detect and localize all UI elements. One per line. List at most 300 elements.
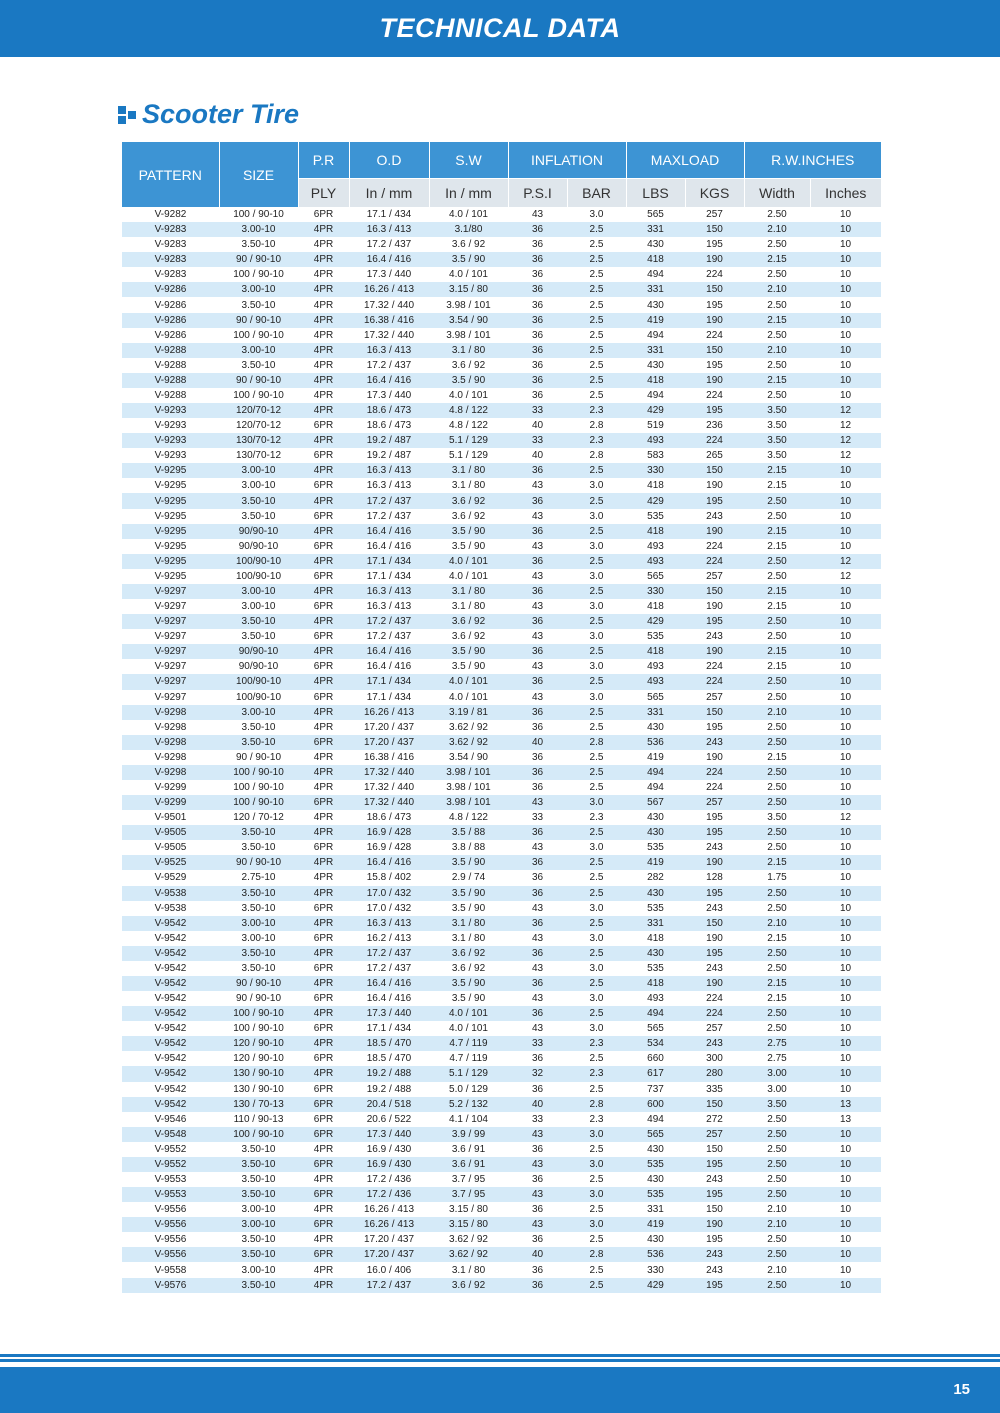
cell-sw: 3.5 / 90 [429, 252, 508, 267]
cell-pattern: V-9556 [122, 1247, 219, 1262]
cell-rim-inches: 10 [810, 916, 881, 931]
cell-bar: 2.5 [567, 524, 626, 539]
cell-sw: 3.6 / 92 [429, 961, 508, 976]
cell-kgs: 190 [685, 855, 744, 870]
cell-kgs: 243 [685, 1172, 744, 1187]
cell-ply: 4PR [298, 750, 349, 765]
table-row [122, 735, 881, 750]
header-pr: P.R [298, 142, 349, 179]
subheader-ply: PLY [298, 179, 349, 208]
cell-size: 130 / 90-10 [219, 1082, 298, 1097]
cell-rim-inches: 10 [810, 795, 881, 810]
cell-bar: 2.5 [567, 252, 626, 267]
cell-ply: 4PR [298, 237, 349, 252]
cell-psi: 33 [508, 810, 567, 825]
cell-pattern: V-9297 [122, 599, 219, 614]
cell-size: 130/70-12 [219, 433, 298, 448]
cell-rim-inches: 10 [810, 705, 881, 720]
cell-od: 17.1 / 434 [349, 674, 429, 689]
cell-bar: 2.5 [567, 282, 626, 297]
cell-pattern: V-9286 [122, 297, 219, 312]
cell-psi: 43 [508, 840, 567, 855]
cell-rim-width: 2.50 [744, 207, 810, 222]
cell-kgs: 150 [685, 584, 744, 599]
cell-sw: 3.1/80 [429, 222, 508, 237]
cell-psi: 33 [508, 433, 567, 448]
cell-psi: 43 [508, 1217, 567, 1232]
table-row [122, 433, 881, 448]
cell-pattern: V-9542 [122, 1066, 219, 1081]
cell-size: 3.50-10 [219, 946, 298, 961]
cell-rim-inches: 10 [810, 328, 881, 343]
cell-sw: 3.5 / 90 [429, 659, 508, 674]
table-row [122, 448, 881, 463]
cell-sw: 3.6 / 92 [429, 614, 508, 629]
cell-bar: 2.5 [567, 1202, 626, 1217]
cell-rim-width: 2.15 [744, 659, 810, 674]
cell-psi: 36 [508, 1082, 567, 1097]
cell-kgs: 190 [685, 750, 744, 765]
table-row [122, 313, 881, 328]
cell-pattern: V-9576 [122, 1278, 219, 1293]
cell-size: 3.50-10 [219, 614, 298, 629]
cell-size: 3.50-10 [219, 840, 298, 855]
cell-od: 19.2 / 487 [349, 433, 429, 448]
cell-rim-inches: 10 [810, 1036, 881, 1051]
cell-sw: 3.5 / 90 [429, 855, 508, 870]
cell-kgs: 243 [685, 901, 744, 916]
cell-rim-inches: 10 [810, 1172, 881, 1187]
cell-psi: 36 [508, 976, 567, 991]
cell-od: 17.32 / 440 [349, 765, 429, 780]
cell-bar: 3.0 [567, 901, 626, 916]
cell-size: 90 / 90-10 [219, 976, 298, 991]
cell-kgs: 224 [685, 991, 744, 1006]
cell-sw: 4.7 / 119 [429, 1051, 508, 1066]
table-row [122, 976, 881, 991]
header-maxload: MAXLOAD [626, 142, 744, 179]
table-row [122, 659, 881, 674]
cell-psi: 36 [508, 825, 567, 840]
cell-od: 16.0 / 406 [349, 1262, 429, 1277]
cell-rim-inches: 10 [810, 313, 881, 328]
cell-size: 3.00-10 [219, 584, 298, 599]
cell-lbs: 418 [626, 373, 685, 388]
cell-rim-width: 2.50 [744, 1157, 810, 1172]
cell-psi: 36 [508, 328, 567, 343]
cell-od: 17.2 / 437 [349, 358, 429, 373]
cell-lbs: 430 [626, 237, 685, 252]
cell-od: 17.2 / 437 [349, 1278, 429, 1293]
table-row [122, 840, 881, 855]
cell-psi: 36 [508, 780, 567, 795]
cell-sw: 4.0 / 101 [429, 674, 508, 689]
cell-lbs: 430 [626, 1232, 685, 1247]
cell-rim-width: 3.00 [744, 1066, 810, 1081]
cell-sw: 3.5 / 90 [429, 373, 508, 388]
cell-lbs: 535 [626, 509, 685, 524]
cell-rim-width: 2.50 [744, 267, 810, 282]
header-bar [0, 0, 1000, 57]
cell-rim-inches: 12 [810, 403, 881, 418]
cell-sw: 3.5 / 88 [429, 825, 508, 840]
table-row [122, 478, 881, 493]
cell-ply: 6PR [298, 1127, 349, 1142]
cell-lbs: 419 [626, 855, 685, 870]
cell-ply: 4PR [298, 705, 349, 720]
cell-bar: 2.5 [567, 237, 626, 252]
cell-rim-width: 2.50 [744, 1142, 810, 1157]
header-rw-inches: R.W.INCHES [744, 142, 881, 179]
cell-kgs: 190 [685, 478, 744, 493]
cell-od: 16.4 / 416 [349, 855, 429, 870]
cell-bar: 3.0 [567, 207, 626, 222]
cell-rim-inches: 10 [810, 584, 881, 599]
cell-sw: 3.54 / 90 [429, 313, 508, 328]
cell-psi: 36 [508, 343, 567, 358]
cell-ply: 4PR [298, 765, 349, 780]
cell-rim-width: 2.50 [744, 388, 810, 403]
cell-rim-width: 2.50 [744, 1187, 810, 1202]
cell-ply: 4PR [298, 644, 349, 659]
cell-sw: 3.6 / 92 [429, 1278, 508, 1293]
cell-sw: 3.6 / 91 [429, 1142, 508, 1157]
cell-bar: 2.5 [567, 825, 626, 840]
cell-kgs: 195 [685, 886, 744, 901]
cell-kgs: 300 [685, 1051, 744, 1066]
cell-bar: 3.0 [567, 1127, 626, 1142]
cell-rim-width: 2.10 [744, 1202, 810, 1217]
cell-bar: 2.5 [567, 644, 626, 659]
cell-kgs: 236 [685, 418, 744, 433]
cell-ply: 6PR [298, 1217, 349, 1232]
cell-lbs: 536 [626, 735, 685, 750]
cell-size: 3.50-10 [219, 237, 298, 252]
cell-size: 3.00-10 [219, 1217, 298, 1232]
cell-bar: 2.5 [567, 916, 626, 931]
cell-sw: 3.8 / 88 [429, 840, 508, 855]
table-row [122, 1232, 881, 1247]
cell-pattern: V-9556 [122, 1202, 219, 1217]
cell-rim-inches: 10 [810, 388, 881, 403]
cell-kgs: 243 [685, 1247, 744, 1262]
cell-ply: 6PR [298, 448, 349, 463]
cell-ply: 6PR [298, 207, 349, 222]
cell-pattern: V-9556 [122, 1232, 219, 1247]
cell-psi: 36 [508, 222, 567, 237]
cell-kgs: 195 [685, 358, 744, 373]
cell-od: 16.2 / 413 [349, 931, 429, 946]
cell-od: 17.20 / 437 [349, 720, 429, 735]
cell-kgs: 243 [685, 735, 744, 750]
cell-kgs: 280 [685, 1066, 744, 1081]
cell-od: 16.26 / 413 [349, 282, 429, 297]
cell-ply: 4PR [298, 584, 349, 599]
cell-rim-inches: 10 [810, 509, 881, 524]
cell-rim-inches: 12 [810, 569, 881, 584]
cell-size: 90 / 90-10 [219, 991, 298, 1006]
cell-kgs: 190 [685, 373, 744, 388]
cell-psi: 36 [508, 614, 567, 629]
cell-psi: 36 [508, 313, 567, 328]
cell-kgs: 335 [685, 1082, 744, 1097]
cell-lbs: 494 [626, 267, 685, 282]
cell-rim-width: 2.10 [744, 343, 810, 358]
cell-sw: 4.0 / 101 [429, 554, 508, 569]
cell-kgs: 257 [685, 207, 744, 222]
table-row [122, 1066, 881, 1081]
cell-rim-inches: 10 [810, 780, 881, 795]
cell-psi: 33 [508, 1112, 567, 1127]
cell-rim-inches: 10 [810, 1082, 881, 1097]
cell-rim-inches: 10 [810, 358, 881, 373]
cell-psi: 36 [508, 870, 567, 885]
cell-kgs: 195 [685, 946, 744, 961]
cell-kgs: 243 [685, 1036, 744, 1051]
cell-bar: 2.8 [567, 1097, 626, 1112]
cell-kgs: 257 [685, 1021, 744, 1036]
cell-kgs: 195 [685, 1232, 744, 1247]
table-row [122, 1202, 881, 1217]
cell-psi: 43 [508, 991, 567, 1006]
cell-bar: 2.5 [567, 750, 626, 765]
table-row [122, 584, 881, 599]
cell-pattern: V-9295 [122, 493, 219, 508]
cell-rim-width: 2.50 [744, 554, 810, 569]
cell-pattern: V-9283 [122, 252, 219, 267]
cell-rim-inches: 10 [810, 855, 881, 870]
table-row [122, 328, 881, 343]
table-row [122, 720, 881, 735]
cell-od: 16.3 / 413 [349, 916, 429, 931]
cell-sw: 3.98 / 101 [429, 780, 508, 795]
cell-kgs: 224 [685, 780, 744, 795]
cell-pattern: V-9538 [122, 901, 219, 916]
cell-od: 17.2 / 436 [349, 1172, 429, 1187]
cell-psi: 40 [508, 1097, 567, 1112]
cell-rim-inches: 10 [810, 870, 881, 885]
cell-od: 17.0 / 432 [349, 886, 429, 901]
cell-rim-inches: 10 [810, 1157, 881, 1172]
cell-psi: 36 [508, 720, 567, 735]
square-bullet-icon [118, 106, 136, 124]
cell-ply: 4PR [298, 976, 349, 991]
cell-ply: 6PR [298, 659, 349, 674]
cell-ply: 6PR [298, 931, 349, 946]
cell-size: 3.50-10 [219, 1172, 298, 1187]
cell-lbs: 617 [626, 1066, 685, 1081]
cell-kgs: 257 [685, 569, 744, 584]
cell-kgs: 150 [685, 916, 744, 931]
cell-lbs: 430 [626, 297, 685, 312]
page-number: 15 [953, 1381, 970, 1398]
cell-lbs: 565 [626, 569, 685, 584]
cell-ply: 6PR [298, 1021, 349, 1036]
cell-size: 2.75-10 [219, 870, 298, 885]
cell-od: 17.20 / 437 [349, 1232, 429, 1247]
cell-lbs: 418 [626, 931, 685, 946]
cell-psi: 36 [508, 358, 567, 373]
cell-od: 16.4 / 416 [349, 252, 429, 267]
table-row [122, 629, 881, 644]
cell-lbs: 535 [626, 1187, 685, 1202]
cell-rim-inches: 10 [810, 931, 881, 946]
cell-sw: 5.1 / 129 [429, 448, 508, 463]
cell-od: 17.2 / 437 [349, 614, 429, 629]
cell-size: 90/90-10 [219, 659, 298, 674]
cell-lbs: 534 [626, 1036, 685, 1051]
cell-pattern: V-9542 [122, 976, 219, 991]
cell-rim-width: 3.50 [744, 448, 810, 463]
cell-lbs: 430 [626, 946, 685, 961]
cell-pattern: V-9293 [122, 418, 219, 433]
cell-lbs: 419 [626, 313, 685, 328]
table-row [122, 1262, 881, 1277]
cell-rim-inches: 10 [810, 659, 881, 674]
cell-lbs: 565 [626, 207, 685, 222]
cell-od: 16.9 / 430 [349, 1157, 429, 1172]
cell-lbs: 494 [626, 328, 685, 343]
cell-rim-width: 2.15 [744, 855, 810, 870]
cell-lbs: 535 [626, 629, 685, 644]
cell-pattern: V-9552 [122, 1142, 219, 1157]
table-row [122, 599, 881, 614]
cell-bar: 2.5 [567, 765, 626, 780]
cell-psi: 43 [508, 795, 567, 810]
cell-size: 3.00-10 [219, 463, 298, 478]
cell-rim-width: 2.50 [744, 614, 810, 629]
cell-kgs: 195 [685, 810, 744, 825]
cell-size: 90 / 90-10 [219, 855, 298, 870]
cell-pattern: V-9525 [122, 855, 219, 870]
cell-bar: 3.0 [567, 1187, 626, 1202]
cell-size: 3.50-10 [219, 1232, 298, 1247]
cell-kgs: 195 [685, 297, 744, 312]
cell-size: 3.50-10 [219, 886, 298, 901]
cell-bar: 2.8 [567, 735, 626, 750]
table-row [122, 750, 881, 765]
cell-od: 17.32 / 440 [349, 780, 429, 795]
cell-size: 100 / 90-10 [219, 207, 298, 222]
cell-sw: 5.0 / 129 [429, 1082, 508, 1097]
cell-ply: 6PR [298, 539, 349, 554]
cell-size: 90 / 90-10 [219, 252, 298, 267]
cell-rim-width: 2.10 [744, 1217, 810, 1232]
cell-pattern: V-9295 [122, 539, 219, 554]
cell-kgs: 224 [685, 539, 744, 554]
cell-kgs: 243 [685, 961, 744, 976]
cell-lbs: 494 [626, 388, 685, 403]
cell-rim-inches: 12 [810, 448, 881, 463]
cell-kgs: 190 [685, 252, 744, 267]
table-row [122, 1187, 881, 1202]
cell-bar: 3.0 [567, 991, 626, 1006]
cell-sw: 3.15 / 80 [429, 1217, 508, 1232]
cell-psi: 36 [508, 765, 567, 780]
cell-lbs: 429 [626, 1278, 685, 1293]
cell-bar: 2.5 [567, 373, 626, 388]
cell-ply: 6PR [298, 1247, 349, 1262]
cell-rim-width: 2.50 [744, 1278, 810, 1293]
cell-psi: 33 [508, 403, 567, 418]
cell-rim-width: 2.50 [744, 901, 810, 916]
cell-rim-width: 3.00 [744, 1082, 810, 1097]
cell-pattern: V-9288 [122, 373, 219, 388]
table-row [122, 901, 881, 916]
cell-lbs: 737 [626, 1082, 685, 1097]
cell-bar: 3.0 [567, 1157, 626, 1172]
cell-psi: 40 [508, 735, 567, 750]
cell-pattern: V-9283 [122, 237, 219, 252]
table-row [122, 765, 881, 780]
cell-lbs: 565 [626, 1127, 685, 1142]
table-row [122, 343, 881, 358]
cell-kgs: 195 [685, 403, 744, 418]
cell-psi: 43 [508, 1157, 567, 1172]
cell-size: 90/90-10 [219, 644, 298, 659]
cell-rim-width: 3.50 [744, 418, 810, 433]
cell-lbs: 418 [626, 976, 685, 991]
cell-bar: 3.0 [567, 599, 626, 614]
cell-lbs: 430 [626, 720, 685, 735]
cell-kgs: 257 [685, 1127, 744, 1142]
cell-size: 100 / 90-10 [219, 1021, 298, 1036]
cell-ply: 4PR [298, 1172, 349, 1187]
cell-lbs: 535 [626, 901, 685, 916]
cell-rim-inches: 10 [810, 207, 881, 222]
cell-psi: 36 [508, 1142, 567, 1157]
cell-pattern: V-9298 [122, 705, 219, 720]
cell-bar: 2.5 [567, 463, 626, 478]
cell-pattern: V-9542 [122, 961, 219, 976]
cell-od: 17.32 / 440 [349, 328, 429, 343]
cell-ply: 6PR [298, 1097, 349, 1112]
cell-rim-width: 2.50 [744, 237, 810, 252]
cell-od: 16.3 / 413 [349, 584, 429, 599]
cell-kgs: 224 [685, 388, 744, 403]
cell-ply: 6PR [298, 1187, 349, 1202]
table-row [122, 418, 881, 433]
cell-lbs: 494 [626, 1112, 685, 1127]
cell-bar: 2.5 [567, 1082, 626, 1097]
cell-kgs: 195 [685, 614, 744, 629]
cell-pattern: V-9542 [122, 946, 219, 961]
cell-bar: 2.5 [567, 1142, 626, 1157]
cell-sw: 3.6 / 92 [429, 358, 508, 373]
cell-pattern: V-9295 [122, 524, 219, 539]
cell-od: 17.3 / 440 [349, 1006, 429, 1021]
cell-ply: 4PR [298, 870, 349, 885]
cell-lbs: 419 [626, 750, 685, 765]
cell-bar: 2.5 [567, 886, 626, 901]
cell-kgs: 195 [685, 1278, 744, 1293]
cell-od: 16.3 / 413 [349, 478, 429, 493]
cell-rim-inches: 10 [810, 840, 881, 855]
cell-rim-inches: 10 [810, 267, 881, 282]
cell-od: 17.2 / 436 [349, 1187, 429, 1202]
cell-od: 16.4 / 416 [349, 373, 429, 388]
cell-kgs: 224 [685, 659, 744, 674]
cell-od: 19.2 / 487 [349, 448, 429, 463]
cell-psi: 36 [508, 373, 567, 388]
cell-bar: 2.5 [567, 388, 626, 403]
cell-kgs: 195 [685, 1157, 744, 1172]
cell-kgs: 190 [685, 644, 744, 659]
cell-lbs: 418 [626, 478, 685, 493]
cell-rim-width: 3.50 [744, 403, 810, 418]
table-row [122, 297, 881, 312]
cell-kgs: 150 [685, 1202, 744, 1217]
